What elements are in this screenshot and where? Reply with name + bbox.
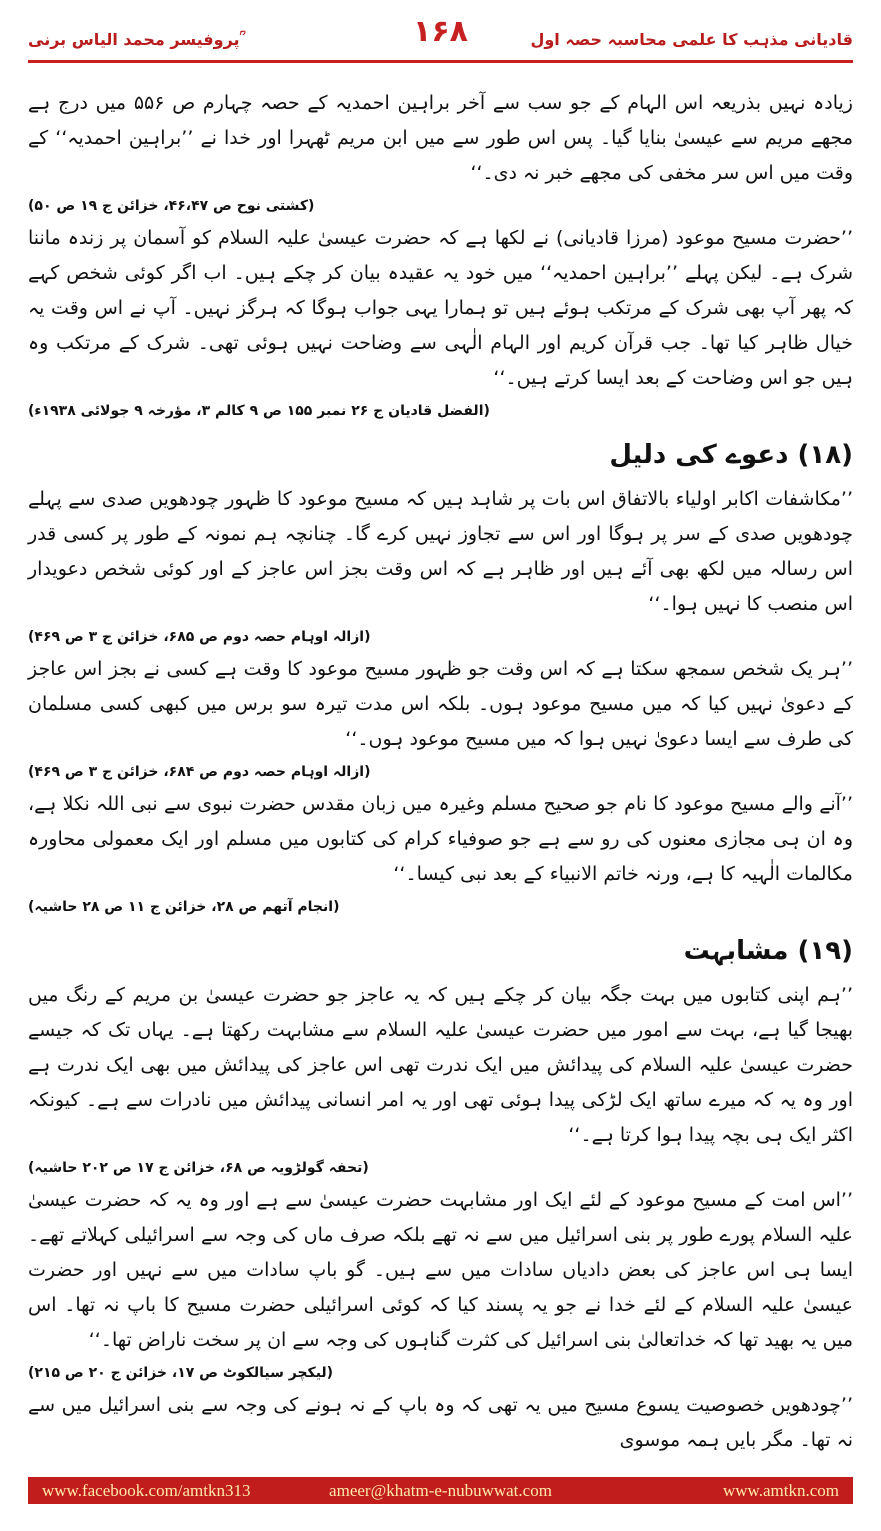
citation-reference: (لیکچر سیالکوٹ ص ۱۷، خزائن ج ۲۰ ص ۲۱۵): [28, 1365, 334, 1381]
quote-paragraph: ’’اس امت کے مسیح موعود کے لئے ایک اور مشابہت حضرت عیسیٰ سے ہے اور وہ یہ کہ حضرت عیسیٰ علیہ السلام پورے طور پر بنی اسرائیل میں سے نہ تھے بلکہ صرف ماں کی وجہ سے اسرائیلی کہلاتے تھے۔ ایسا ہی اس عاجز کی بعض دادیاں سادات میں سے ہیں۔ گو باپ سادات میں سے نہیں اور حضرت عیسیٰ علیہ السلام کے لئے خدا نے جو یہ پسند کیا کہ کوئی اسرائیلی حضرت مسیح کا باپ نہ تھا۔ اس میں یہ بھید تھا کہ خداتعالیٰ بنی اسرائیل کی کثرت گناہوں کی وجہ سے ان پر سخت ناراض تھا۔‘‘: [28, 1189, 853, 1351]
quote-paragraph: زیادہ نہیں بذریعہ اس الہام کے جو سب سے آخر براہین احمدیہ کے حصہ چہارم ص ۵۵۶ میں درج ہے مجھے مریم سے عیسیٰ بنایا گیا۔ پس اس طور سے میں ابن مریم ٹھہرا اور خدا نے ’’براہین احمدیہ‘‘ کے وقت میں اس سر مخفی کی مجھے خبر نہ دی۔‘‘: [28, 92, 853, 184]
citation-reference: (ازالہ اوہام حصہ دوم ص ۶۸۴، خزائن ج ۳ ص ۴۶۹): [28, 764, 371, 780]
quote-paragraph: ’’ہر یک شخص سمجھ سکتا ہے کہ اس وقت جو ظہور مسیح موعود کا وقت ہے کسی نے بجز اس عاجز کے دعویٰ نہیں کیا کہ میں مسیح موعود ہوں۔ بلکہ اس مدت تیرہ سو برس میں کبھی کسی مسلمان کی طرف سے ایسا دعویٰ نہیں ہوا کہ میں مسیح موعود ہوں۔‘‘: [28, 658, 853, 750]
quote-paragraph: ’’چودھویں خصوصیت یسوع مسیح میں یہ تھی کہ وہ باپ کے نہ ہونے کی وجہ سے بنی اسرائیل میں سے نہ تھا۔ مگر بایں ہمہ موسوی: [28, 1394, 853, 1451]
citation-reference: (ازالہ اوہام حصہ دوم ص ۶۸۵، خزائن ج ۳ ص ۴۶۹): [28, 629, 371, 645]
quote-paragraph: ’’حضرت مسیح موعود (مرزا قادیانی) نے لکھا ہے کہ حضرت عیسیٰ علیہ السلام کو آسمان پر زندہ ماننا شرک ہے۔ لیکن پہلے ’’براہین احمدیہ‘‘ میں خود یہ عقیدہ بیان کر چکے ہیں۔ اب اگر کوئی شخص کہے کہ پھر آپ بھی شرک کے مرتکب ہوئے ہیں تو ہمارا یہی جواب ہوگا کہ ہرگز نہیں۔ آپ نے اس وقت یہ خیال ظاہر کیا تھا۔ جب قرآن کریم اور الہام الٰہی سے وضاحت نہیں ہوئی تھی۔ شرک کے مرتکب وہ ہیں جو اس وضاحت کے بعد ایسا کرتے ہیں۔‘‘: [28, 227, 853, 389]
page-number: ۱۶۸: [413, 14, 468, 49]
citation-reference: (الفضل قادیان ج ۲۶ نمبر ۱۵۵ ص ۹ کالم ۳، مؤرخہ ۹ جولائی ۱۹۳۸ء): [28, 403, 490, 419]
quote-paragraph: ’’مکاشفات اکابر اولیاء بالاتفاق اس بات پر شاہد ہیں کہ مسیح موعود کا ظہور چودھویں صدی سے پہلے چودھویں صدی کے سر پر ہوگا اور اس سے تجاوز نہیں کرے گا۔ چنانچہ ہم نمونہ کے طور پر کسی قدر اس رسالہ میں لکھ بھی آئے ہیں اور ظاہر ہے کہ اس وقت بجز اس عاجز کے اور کوئی شخص دعویدار اس منصب کا نہیں ہوا۔‘‘: [28, 488, 853, 615]
quote-paragraph: ’’آنے والے مسیح موعود کا نام جو صحیح مسلم وغیرہ میں زبان مقدس حضرت نبوی سے نبی اللہ نکلا ہے، وہ ان ہی مجازی معنوں کی رو سے ہے جو صوفیاء کرام کی کتابوں میں مسلم اور ایک معمولی محاورہ مکالمات الٰہیہ کا ہے، ورنہ خاتم الانبیاء کے بعد نبی کیسا۔‘‘: [28, 793, 853, 885]
quote-paragraph: ’’ہم اپنی کتابوں میں بہت جگہ بیان کر چکے ہیں کہ یہ عاجز جو حضرت عیسیٰ بن مریم کے رنگ میں بھیجا گیا ہے، بہت سے امور میں حضرت عیسیٰ علیہ السلام سے مشابہت رکھتا ہے۔ یہاں تک کہ جیسے حضرت عیسیٰ علیہ السلام کی پیدائش میں ایک ندرت تھی اس عاجز کی پیدائش میں بھی ایک ندرت ہے اور وہ یہ کہ میرے ساتھ ایک لڑکی پیدا ہوئی تھی اور یہ امر انسانی پیدائش میں نادرات سے ہے۔ کیونکہ اکثر ایک ہی بچہ پیدا ہوا کرتا ہے۔‘‘: [28, 984, 853, 1146]
footer-email-link[interactable]: ameer@khatm-e-nubuwwat.com: [329, 1481, 552, 1500]
citation-reference: (تحفہ گولڑویہ ص ۶۸، خزائن ج ۱۷ ص ۲۰۲ حاشیہ): [28, 1160, 369, 1176]
citation-reference: (کشتی نوح ص ۴۶،۴۷، خزائن ج ۱۹ ص ۵۰): [28, 198, 315, 214]
author-name: پروفیسر محمد الیاس برنی ؒ: [28, 30, 244, 49]
page-header: [28, 14, 853, 64]
footer-website-link[interactable]: www.amtkn.com: [723, 1481, 839, 1500]
citation-reference: (انجام آتھم ص ۲۸، خزائن ج ۱۱ ص ۲۸ حاشیہ): [28, 899, 340, 915]
section-heading: (۱۸) دعوے کی دلیل: [609, 440, 853, 470]
page-footer: [28, 1477, 853, 1504]
footer-facebook-link[interactable]: www.facebook.com/amtkn313: [42, 1481, 251, 1500]
page-body: [28, 86, 853, 1458]
book-title: قادیانی مذہب کا علمی محاسبہ حصہ اول: [530, 30, 853, 49]
header-divider: [28, 60, 853, 63]
section-heading: (۱۹) مشابہت: [683, 936, 853, 966]
